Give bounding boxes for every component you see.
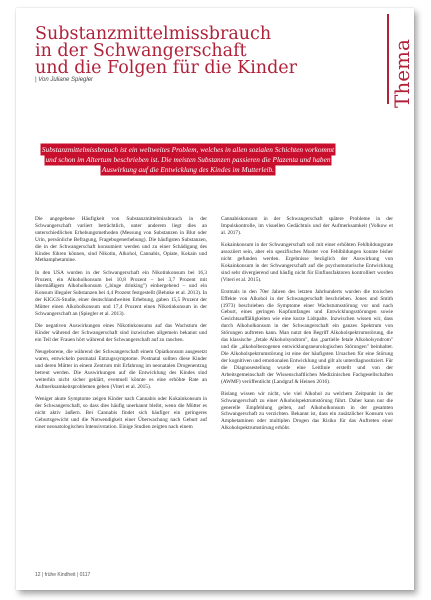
body-paragraph: Kokainkonsum in der Schwangerschaft soll mit einer erhöhten Fehlbildungsrate assoziiert sein, aber ein spezifisches Muster von Fehlbildungen konnte bisher nicht gefunden werden. Ergebnisse bezüglich der Auswirkung von Kokainkonsum in der Schwangerschaft auf die psychomotorische Entwicklung sind sehr divergierend und häufig nicht für Einflussfaktoren kontrolliert worden (Viteri et al. 2015). <box>221 242 393 283</box>
body-paragraph: Die negativen Auswirkungen eines Nikotinkonsums auf das Wachstum der Kinder während der Schwangerschaft sind inzwischen allgemein bekannt und ein Teil der Frauen hört während der Schwangerschaft auf zu rauchen. <box>35 323 207 344</box>
body-paragraph: In den USA wurden in der Schwangerschaft ein Nikotinkonsum bei 16,3 Prozent, ein Alkoholkonsum bei 10,8 Prozent – bei 3,7 Prozent mit übermäßigem Alkoholkonsum („binge drinking") einhergehend – und ein Konsum illegaler Substanzen bei 4,4 Prozent festgestellt (Behnke et al. 2013). In der KIGGS-Studie, einer deutschlandweiten Erhebung, gaben 15,5 Prozent der Mütter einen Alkoholkonsum und 17,4 Prozent einen Nikotinkonsum in der Schwangerschaft an (Spiegler et al. 2013). <box>35 269 207 318</box>
title-line-1: Substanzmittelmissbrauch <box>35 24 272 44</box>
lead-paragraph <box>38 145 338 175</box>
body-paragraph: Erstmals in den 70er Jahren des letzten Jahrhunderts wurden die toxischen Effekte von Alkohol in der Schwangerschaft beschrieben. Jones und Smith (1973) beschrieben die Symptome einer Wachstumsstörung vor und nach Geburt, eines geringen Kopfumfanges und Entwicklungsstörungen sowie Gesichtsauffälligkeiten wie eine kurze Lidspalte. Inzwischen wissen wir, dass durch Alkoholkonsum in der Schwangerschaft ein ganzes Spektrum von Störungen auftreten kann. Man nutzt den Begriff Alkoholspektrumstörung, die das klassische „fetale Alkoholsyndrom", das „partielle fetale Alkoholsyndrom" und die „alkoholbezogenen entwicklungsneurologischen Störungen" beinhaltet. Die Alkoholspektrumstörung ist eine der häufigsten Ursachen für eine Störung der kognitiven und emotionalen Entwicklung und gilt als unterdiagnostiziert. Für die Diagnosestellung wurde eine Leitlinie erstellt und von der Arbeitsgemeinschaft der Wissenschaftlichen Medizinischen Fachgesellschaften (AWMF) veröffentlicht (Landgraf & Heinen 2016). <box>221 288 393 385</box>
title-line-3: und die Folgen für die Kinder <box>35 58 297 78</box>
title-line-2: in der Schwangerschaft <box>35 41 247 61</box>
page-footer: 12 | frühe Kindheit | 0117 <box>35 572 91 578</box>
body-paragraph: Weniger akute Symptome zeigen Kinder nach Cannabis oder Kokainkonsum in der Schwangerschaft, so dass dies häufig unerkannt bleibt, wenn die Mütter es nicht aktiv äußern. Bei Cannabis findet sich häufiger ein geringeres Geburtsgewicht und die Notwendigkeit einer Überwachung nach Geburt auf einer neonatologischen Intensivstation. Einige Studien zeigten nach einem <box>35 396 207 430</box>
left-column <box>35 216 207 436</box>
right-column <box>221 216 393 437</box>
article-title <box>35 26 355 77</box>
body-paragraph: Bislang wissen wir nicht, wie viel Alkohol zu welchem Zeitpunkt in der Schwangerschaft zu einer Alkoholspektrumstörung führt. Daher kann nur die generelle Empfehlung gelten, auf Alkoholkonsum in der gesamten Schwangerschaft zu verzichten. Bekannt ist, dass ein zusätzlicher Konsum von Amphetaminen oder multiplen Drogen das Risiko für das Auftreten einer Alkoholspektrumstörung erhöht. <box>221 390 393 432</box>
lead-text: Substanzmittelmissbrauch ist ein weltweites Problem, welches in allen sozialen Schichten vorkommt und schon im Altertum beschrieben ist. Die meisten Substanzen passieren die Plazenta und haben Auswirkung auf die Entwicklung des Kindes im Mutterleib. <box>41 145 335 174</box>
section-tab <box>384 10 414 106</box>
body-paragraph: Neugeborene, die während der Schwangerschaft einem Opiatkonsum ausgesetzt waren, entwickeln postnatal Entzugssymptome. Postnatal sollten diese Kinder und deren Mütter in einem Zentrum mit Erfahrung im neonatalen Drogenentzug betreut werden. Die Auswirkungen auf die Entwicklung des Kindes sind weiterhin nicht sicher geklärt, eventuell könnte es eine erhöhte Rate an Aufmerksamkeitsproblemen geben (Viteri et al. 2015). <box>35 349 207 390</box>
body-paragraph: Cannabiskonsum in der Schwangerschaft spätere Probleme in der Impulskontrolle, im visuellen Gedächtnis und der Aufmerksamkeit (Volkow et al. 2017). <box>221 216 393 236</box>
section-tab-bar <box>387 14 389 104</box>
section-label: Thema <box>390 39 414 108</box>
journal-page <box>16 8 414 590</box>
body-paragraph: Die angegebene Häufigkeit von Substanzmittelmissbrauch in der Schwangerschaft variiert beträchtlich, unter anderem liegt dies an unterschiedlichen Erhebungsmethoden (Messung von Substanzen in Blut oder Urin, persönliche Befragung, Fragebogenerhebung). Die häufigsten Substanzen, die in der Schwangerschaft konsumiert werden und zu einer Schädigung des Kindes führen können, sind Nikotin, Alkohol, Cannabis, Opiate, Kokain und Methamphetamine. <box>35 216 207 264</box>
article-author: | Von Juliane Spiegler <box>35 77 94 83</box>
